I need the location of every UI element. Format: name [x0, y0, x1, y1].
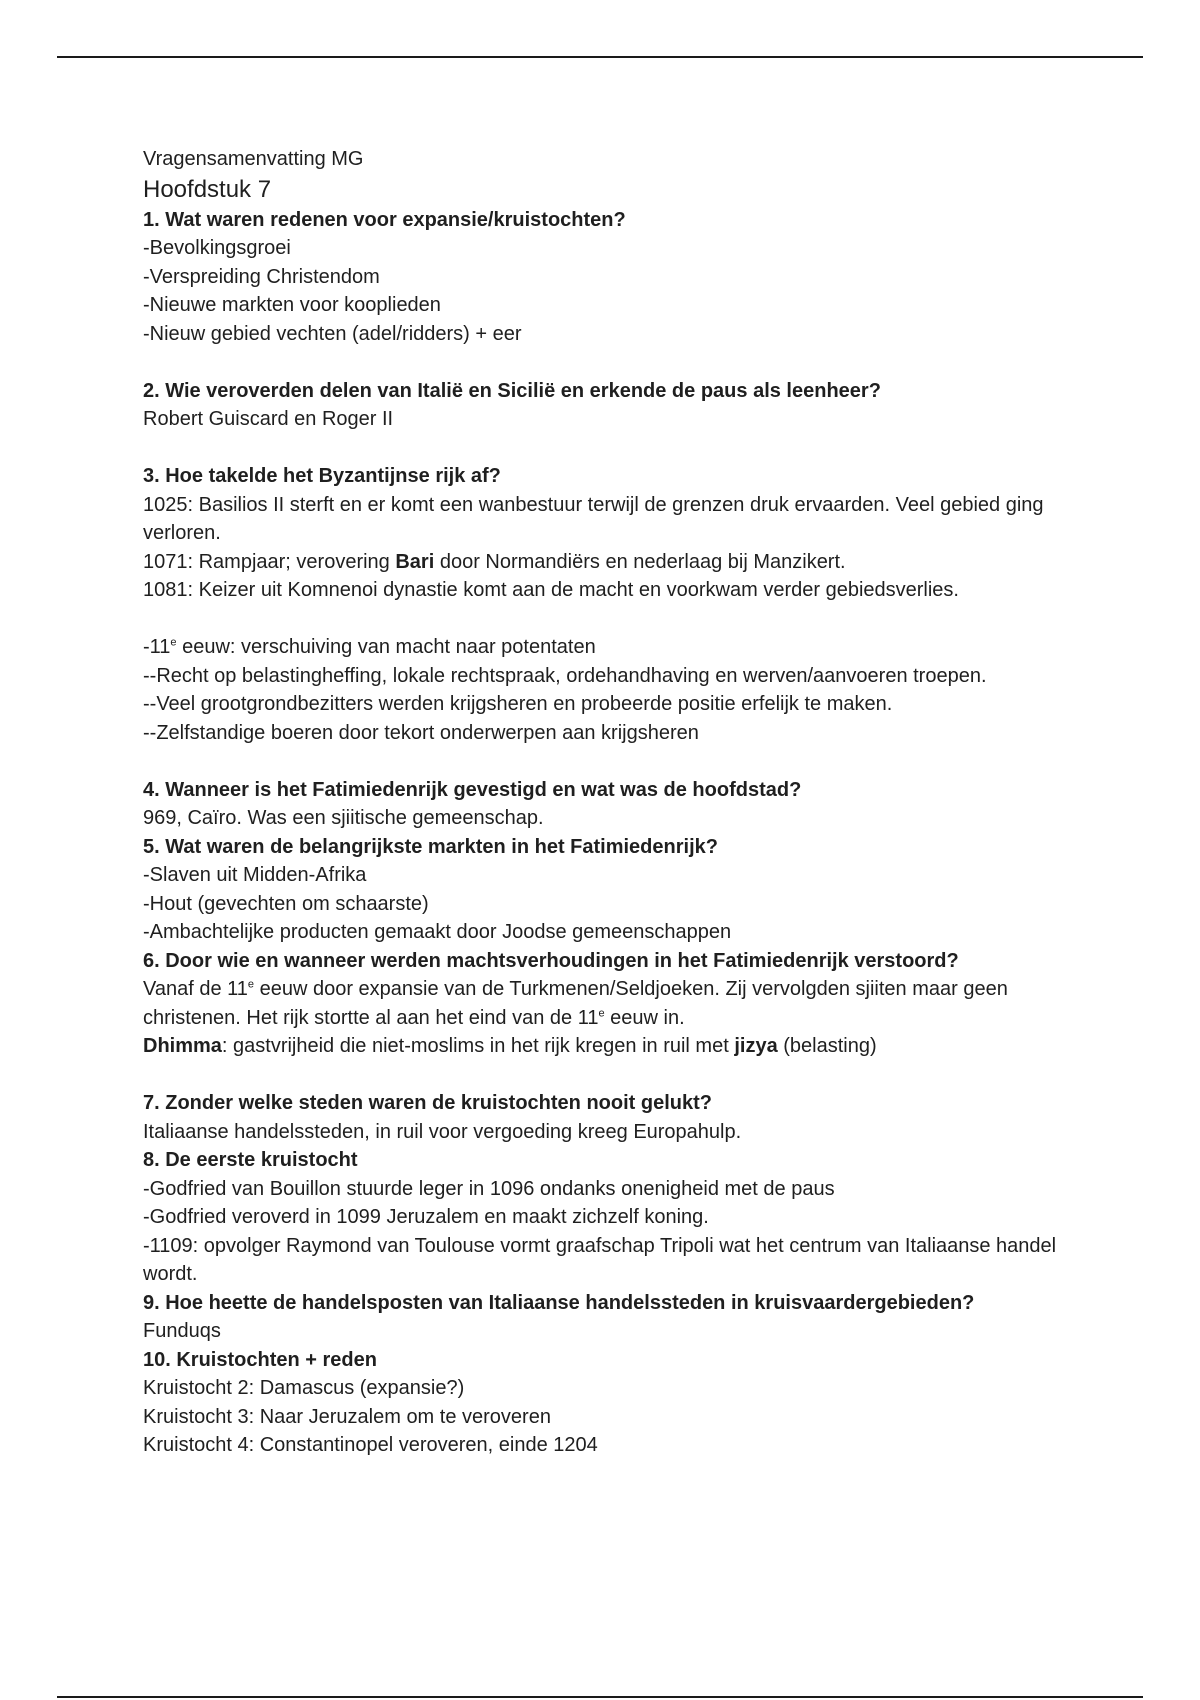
answer-line: Kruistocht 2: Damascus (expansie?) — [143, 1377, 465, 1399]
document-body — [143, 145, 1083, 1460]
answer-line — [143, 1032, 1083, 1061]
spacer — [143, 747, 1083, 776]
spacer — [143, 434, 1083, 463]
question-2: 2. Wie veroverden delen van Italië en Sicilië en erkende de paus als leenheer? — [143, 379, 881, 402]
answer-text: (belasting) — [777, 1035, 877, 1057]
answer-line: -1109: opvolger Raymond van Toulouse vormt graafschap Tripoli wat het centrum van Italiaanse handel wordt. — [143, 1234, 1057, 1285]
answer-line: Robert Guiscard en Roger II — [143, 408, 394, 430]
spacer — [143, 348, 1083, 377]
answer-line — [143, 975, 1083, 1032]
document-label: Vragensamenvatting MG — [143, 148, 364, 170]
answer-line: Kruistocht 3: Naar Jeruzalem om te veroveren — [143, 1405, 551, 1428]
header-rule — [57, 56, 1143, 58]
question-9: 9. Hoe heette de handelsposten van Italiaanse handelssteden in kruisvaardergebieden? — [143, 1291, 975, 1314]
answer-line: -Slaven uit Midden-Afrika — [143, 864, 367, 886]
answer-text: eeuw door expansie van de Turkmenen/Seldjoeken. Zij vervolgden sjiiten maar geen christenen. Het rijk stortte al aan het eind van de 11 — [143, 978, 1008, 1029]
answer-line: -Verspreiding Christendom — [143, 265, 380, 288]
question-4: 4. Wanneer is het Fatimiedenrijk gevestigd en wat was de hoofdstad? — [143, 778, 802, 801]
question-6: 6. Door wie en wanneer werden machtsverhoudingen in het Fatimiedenrijk verstoord? — [143, 949, 959, 972]
answer-line: -Nieuwe markten voor kooplieden — [143, 294, 441, 316]
answer-line: Kruistocht 4: Constantinopel veroveren, einde 1204 — [143, 1434, 598, 1456]
question-1: 1. Wat waren redenen voor expansie/kruistochten? — [143, 208, 626, 231]
answer-text: door Normandiërs en nederlaag bij Manzikert. — [434, 550, 846, 573]
answer-line: 969, Caïro. Was een sjiitische gemeenschap. — [143, 807, 544, 829]
answer-line: -Godfried van Bouillon stuurde leger in 1096 ondanks onenigheid met de paus — [143, 1177, 835, 1200]
answer-line: Italiaanse handelssteden, in ruil voor vergoeding kreeg Europahulp. — [143, 1120, 742, 1143]
answer-text: Vanaf de 11 — [143, 978, 248, 1000]
answer-line — [143, 633, 1083, 662]
answer-line: --Zelfstandige boeren door tekort onderwerpen aan krijgsheren — [143, 721, 699, 744]
ordinal-superscript: e — [170, 636, 177, 649]
question-7: 7. Zonder welke steden waren de kruistochten nooit gelukt? — [143, 1092, 712, 1114]
bold-term: Dhimma — [143, 1035, 222, 1057]
ordinal-superscript: e — [598, 1006, 605, 1019]
answer-text: eeuw: verschuiving van macht naar potentaten — [176, 636, 596, 658]
question-8: 8. De eerste kruistocht — [143, 1149, 358, 1171]
bold-term: Bari — [395, 550, 435, 573]
bold-term: jizya — [734, 1035, 778, 1057]
answer-line: 1025: Basilios II sterft en er komt een wanbestuur terwijl de grenzen druk ervaarden. Veel gebied ging verloren. — [143, 493, 1044, 544]
answer-line: --Recht op belastingheffing, lokale rechtspraak, ordehandhaving en werven/aanvoeren troepen. — [143, 664, 987, 687]
chapter-heading: Hoofdstuk 7 — [143, 175, 272, 203]
answer-line: 1081: Keizer uit Komnenoi dynastie komt aan de macht en voorkwam verder gebiedsverlies. — [143, 579, 959, 601]
answer-line: -Nieuw gebied vechten (adel/ridders) + eer — [143, 322, 522, 345]
answer-line — [143, 548, 1083, 577]
question-3: 3. Hoe takelde het Byzantijnse rijk af? — [143, 465, 501, 487]
answer-text: -11 — [143, 636, 171, 658]
answer-line: -Hout (gevechten om schaarste) — [143, 892, 429, 915]
answer-text: eeuw in. — [604, 1006, 685, 1029]
answer-line: Funduqs — [143, 1320, 221, 1342]
answer-text: : gastvrijheid die niet-moslims in het rijk kregen in ruil met — [221, 1035, 735, 1057]
answer-text: 1071: Rampjaar; verovering — [143, 550, 396, 573]
answer-line: -Godfried veroverd in 1099 Jeruzalem en maakt zichzelf koning. — [143, 1206, 709, 1228]
answer-line: -Bevolkingsgroei — [143, 237, 291, 259]
spacer — [143, 605, 1083, 634]
question-10: 10. Kruistochten + reden — [143, 1348, 377, 1371]
question-5: 5. Wat waren de belangrijkste markten in het Fatimiedenrijk? — [143, 835, 718, 858]
answer-line: -Ambachtelijke producten gemaakt door Joodse gemeenschappen — [143, 921, 732, 943]
ordinal-superscript: e — [247, 978, 255, 991]
footer-rule — [57, 1696, 1143, 1698]
spacer — [143, 1061, 1083, 1090]
answer-line: --Veel grootgrondbezitters werden krijgsheren en probeerde positie erfelijk te maken. — [143, 693, 893, 715]
